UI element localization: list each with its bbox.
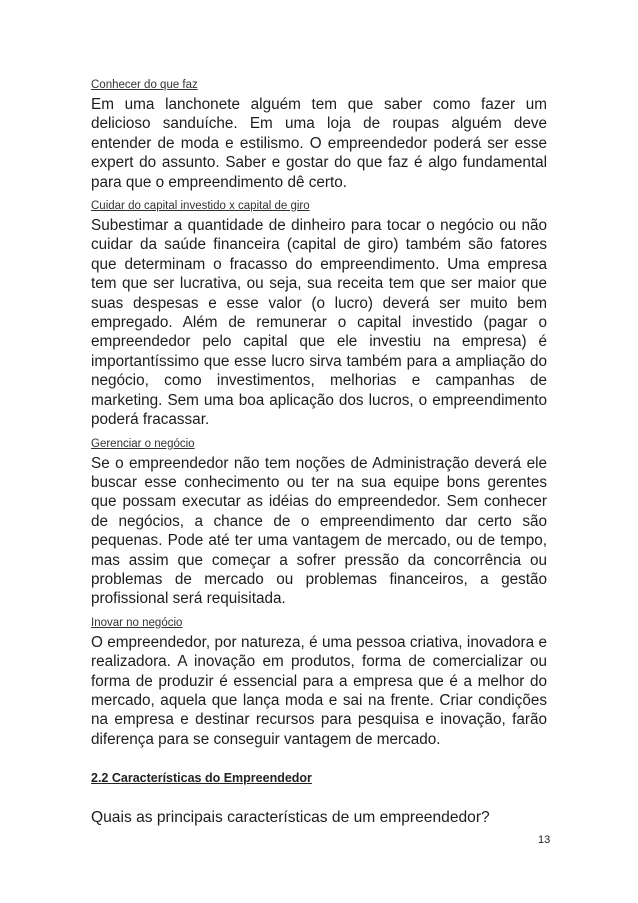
- section-3: [91, 437, 547, 609]
- section-heading: Gerenciar o negócio: [91, 437, 195, 450]
- section-body: Se o empreendedor não tem noções de Administração deverá ele buscar esse conhecimento ou ter na sua equipe bons gerentes que possam executar as idéias do empreendedor. Sem conhecer de negócios, a chance de o empreendimento dar certo são pequenas. Pode até ter uma vantagem de mercado, ou de tempo, mas assim que começar a sofrer pressão da concorrência ou problemas de mercado ou problemas financeiros, a gestão profissional será requisitada.: [91, 454, 547, 608]
- section-body: Subestimar a quantidade de dinheiro para tocar o negócio ou não cuidar da saúde financeira (capital de giro) também são fatores que determinam o fracasso do empreendimento. Uma empresa tem que ser lucrativa, ou seja, sua receita tem que ser maior que suas despesas e esse valor (o lucro) deverá ser muito bem empregado. Além de remunerar o capital investido (pagar o empreendedor pelo capital que ele investiu na empresa) é importantíssimo que esse lucro sirva também para a ampliação do negócio, como investimentos, melhorias e campanhas de marketing. Sem uma boa aplicação dos lucros, o empreendimento poderá fracassar.: [91, 217, 547, 429]
- section-1: [91, 78, 547, 192]
- page-number: 13: [538, 834, 551, 846]
- section-heading: Inovar no negócio: [91, 616, 183, 629]
- section-body: Em uma lanchonete alguém tem que saber como fazer um delicioso sanduíche. Em uma loja de roupas alguém deve entender de moda e estilismo. O empreendedor poderá ser esse expert do assunto. Saber e gostar do que faz é algo fundamental para que o empreendimento dê certo.: [91, 96, 547, 191]
- section-heading: Cuidar do capital investido x capital de giro: [91, 200, 310, 213]
- question-text: Quais as principais características de um empreendedor?: [91, 809, 490, 827]
- section-body: O empreendedor, por natureza, é uma pessoa criativa, inovadora e realizadora. A inovação em produtos, forma de comercializar ou forma de produzir é essencial para a empresa que é a melhor do mercado, aquela que lança moda e sai na frente. Criar condições na empresa e destinar recursos para pesquisa e inovação, farão diferença para se conseguir vantagem de mercado.: [91, 633, 547, 748]
- document-page: [91, 78, 547, 827]
- chapter-heading: 2.2 Características do Empreendedor: [91, 771, 312, 786]
- section-heading: Conhecer do que faz: [91, 79, 198, 91]
- section-2: [91, 199, 547, 429]
- section-4: [91, 616, 547, 749]
